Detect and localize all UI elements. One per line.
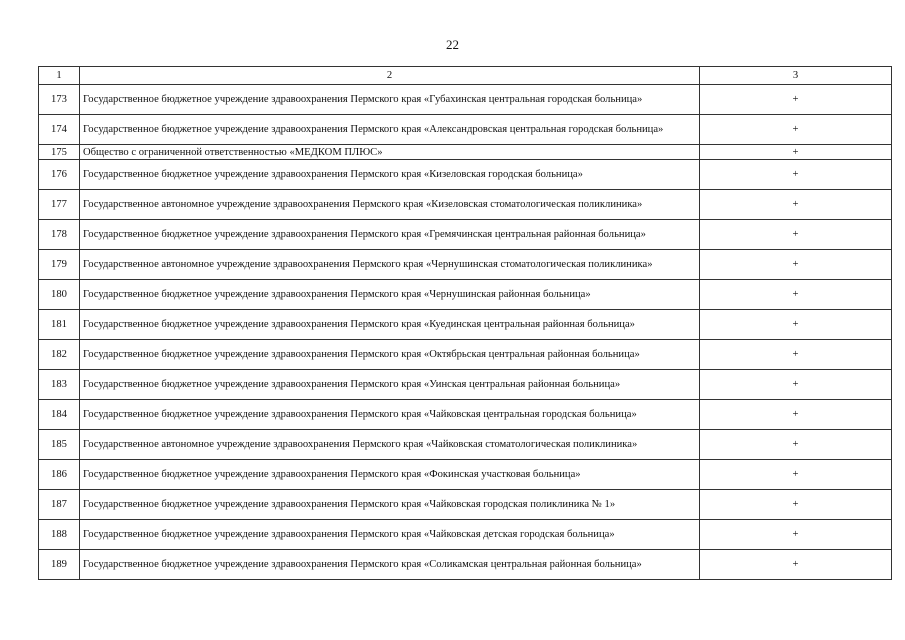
table-row bbox=[39, 220, 892, 250]
institution-name: Государственное бюджетное учреждение здравоохранения Пермского края «Уинская центральная районная больница» bbox=[80, 370, 700, 400]
table-row bbox=[39, 115, 892, 145]
row-number: 179 bbox=[39, 250, 80, 280]
column-header-1: 1 bbox=[39, 67, 80, 85]
table-row bbox=[39, 145, 892, 160]
table-row bbox=[39, 340, 892, 370]
row-number: 174 bbox=[39, 115, 80, 145]
row-number: 187 bbox=[39, 490, 80, 520]
participation-mark: + bbox=[700, 160, 892, 190]
participation-mark: + bbox=[700, 400, 892, 430]
institution-name: Государственное бюджетное учреждение здравоохранения Пермского края «Чернушинская районная больница» bbox=[80, 280, 700, 310]
participation-mark: + bbox=[700, 370, 892, 400]
row-number: 180 bbox=[39, 280, 80, 310]
table-row bbox=[39, 370, 892, 400]
participation-mark: + bbox=[700, 85, 892, 115]
institution-name: Государственное бюджетное учреждение здравоохранения Пермского края «Куединская центральная районная больница» bbox=[80, 310, 700, 340]
institution-name: Государственное бюджетное учреждение здравоохранения Пермского края «Александровская центральная городская больница» bbox=[80, 115, 700, 145]
participation-mark: + bbox=[700, 115, 892, 145]
institution-name: Государственное бюджетное учреждение здравоохранения Пермского края «Чайковская городская поликлиника № 1» bbox=[80, 490, 700, 520]
institution-name: Государственное автономное учреждение здравоохранения Пермского края «Кизеловская стоматологическая поликлиника» bbox=[80, 190, 700, 220]
table-row bbox=[39, 430, 892, 460]
table-row bbox=[39, 490, 892, 520]
participation-mark: + bbox=[700, 520, 892, 550]
row-number: 177 bbox=[39, 190, 80, 220]
table-body bbox=[39, 85, 892, 580]
column-header-3: 3 bbox=[700, 67, 892, 85]
row-number: 184 bbox=[39, 400, 80, 430]
table-row bbox=[39, 250, 892, 280]
row-number: 183 bbox=[39, 370, 80, 400]
institution-name: Государственное бюджетное учреждение здравоохранения Пермского края «Гремячинская центральная районная больница» bbox=[80, 220, 700, 250]
row-number: 185 bbox=[39, 430, 80, 460]
institution-name: Государственное бюджетное учреждение здравоохранения Пермского края «Соликамская центральная районная больница» bbox=[80, 550, 700, 580]
institutions-table bbox=[38, 66, 892, 580]
participation-mark: + bbox=[700, 190, 892, 220]
institution-name: Государственное бюджетное учреждение здравоохранения Пермского края «Губахинская центральная городская больница» bbox=[80, 85, 700, 115]
participation-mark: + bbox=[700, 490, 892, 520]
column-header-2: 2 bbox=[80, 67, 700, 85]
table-row bbox=[39, 460, 892, 490]
institution-name: Государственное бюджетное учреждение здравоохранения Пермского края «Фокинская участковая больница» bbox=[80, 460, 700, 490]
participation-mark: + bbox=[700, 340, 892, 370]
table-row bbox=[39, 190, 892, 220]
institution-name: Государственное бюджетное учреждение здравоохранения Пермского края «Кизеловская городская больница» bbox=[80, 160, 700, 190]
table-row bbox=[39, 280, 892, 310]
row-number: 188 bbox=[39, 520, 80, 550]
table-row bbox=[39, 400, 892, 430]
institution-name: Государственное бюджетное учреждение здравоохранения Пермского края «Октябрьская центральная районная больница» bbox=[80, 340, 700, 370]
row-number: 182 bbox=[39, 340, 80, 370]
table-row bbox=[39, 160, 892, 190]
participation-mark: + bbox=[700, 460, 892, 490]
institution-name: Общество с ограниченной ответственностью «МЕДКОМ ПЛЮС» bbox=[80, 145, 700, 160]
table-row bbox=[39, 520, 892, 550]
row-number: 173 bbox=[39, 85, 80, 115]
table-header-row bbox=[39, 67, 892, 85]
row-number: 176 bbox=[39, 160, 80, 190]
table-row bbox=[39, 310, 892, 340]
row-number: 186 bbox=[39, 460, 80, 490]
row-number: 175 bbox=[39, 145, 80, 160]
table-row bbox=[39, 550, 892, 580]
participation-mark: + bbox=[700, 430, 892, 460]
participation-mark: + bbox=[700, 550, 892, 580]
participation-mark: + bbox=[700, 220, 892, 250]
institution-name: Государственное автономное учреждение здравоохранения Пермского края «Чайковская стоматологическая поликлиника» bbox=[80, 430, 700, 460]
participation-mark: + bbox=[700, 280, 892, 310]
participation-mark: + bbox=[700, 145, 892, 160]
institution-name: Государственное автономное учреждение здравоохранения Пермского края «Чернушинская стоматологическая поликлиника» bbox=[80, 250, 700, 280]
institution-name: Государственное бюджетное учреждение здравоохранения Пермского края «Чайковская центральная городская больница» bbox=[80, 400, 700, 430]
page-number: 22 bbox=[446, 37, 459, 52]
row-number: 181 bbox=[39, 310, 80, 340]
row-number: 178 bbox=[39, 220, 80, 250]
row-number: 189 bbox=[39, 550, 80, 580]
participation-mark: + bbox=[700, 310, 892, 340]
table-row bbox=[39, 85, 892, 115]
institution-name: Государственное бюджетное учреждение здравоохранения Пермского края «Чайковская детская городская больница» bbox=[80, 520, 700, 550]
participation-mark: + bbox=[700, 250, 892, 280]
